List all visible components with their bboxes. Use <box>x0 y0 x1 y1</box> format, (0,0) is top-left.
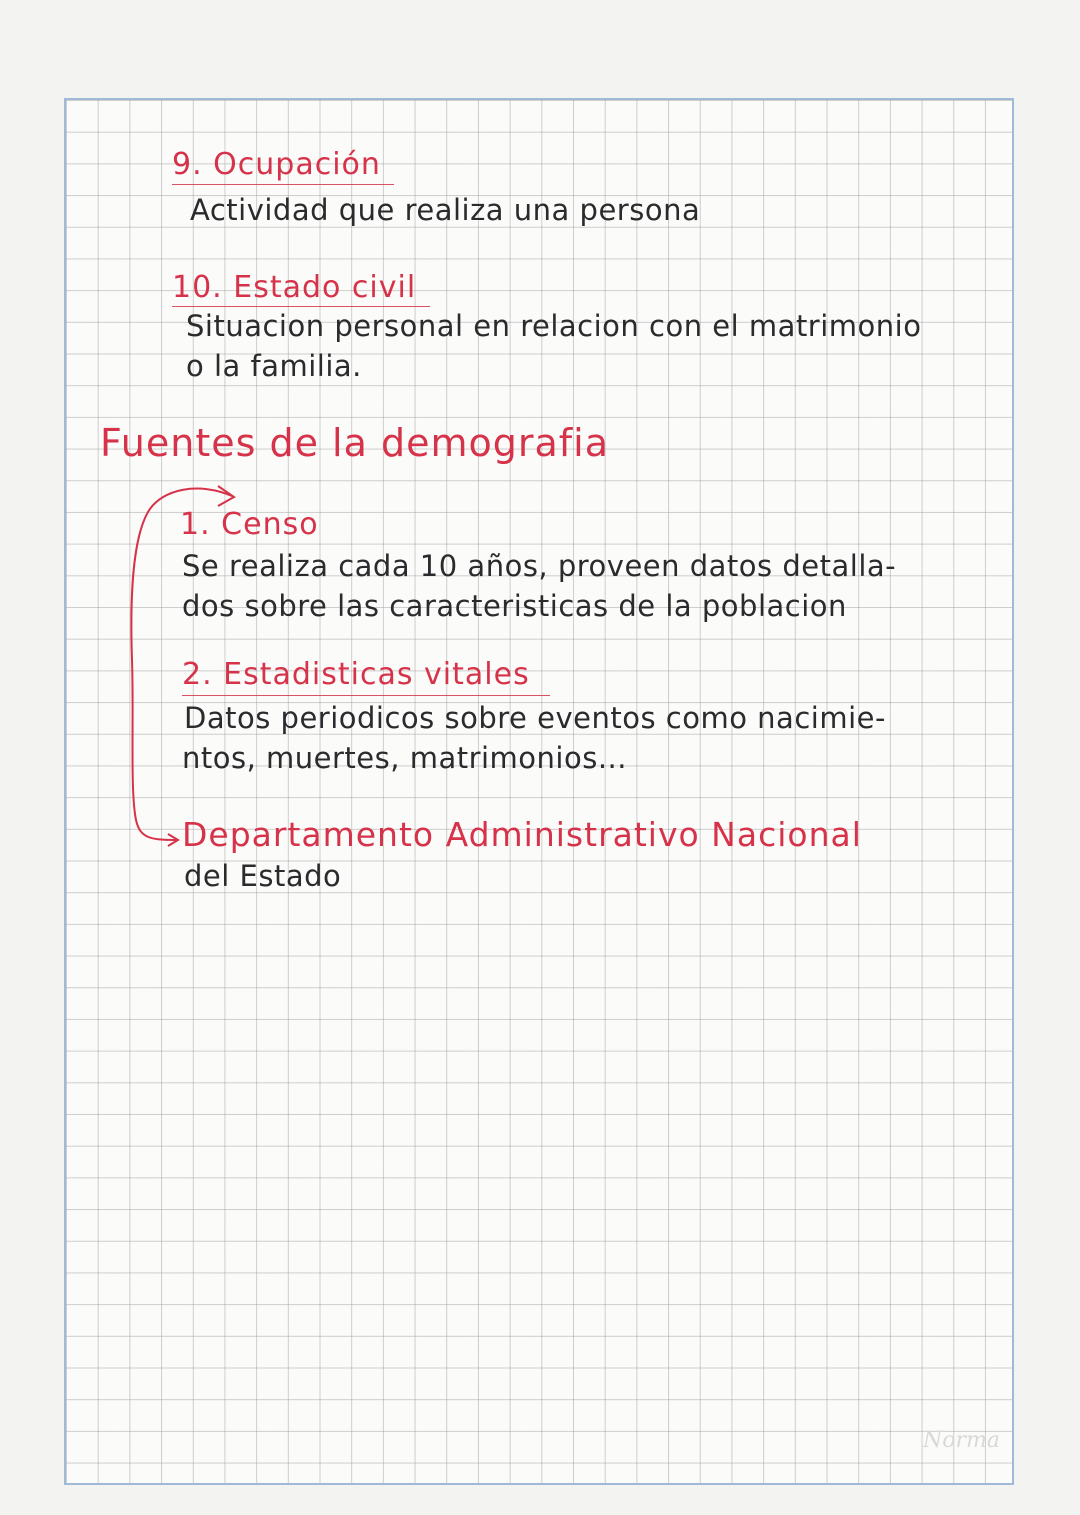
section-title: Fuentes de la demografia <box>100 421 610 465</box>
source-body-line: Datos periodicos sobre eventos como nacimie- <box>184 701 886 735</box>
source-heading-estadisticas: 2. Estadisticas vitales <box>182 657 530 692</box>
source-body-line: dos sobre las caracteristicas de la poblacion <box>182 589 847 623</box>
item-body-line: Actividad que realiza una persona <box>190 193 701 227</box>
source-body-line: ntos, muertes, matrimonios... <box>182 741 627 775</box>
notebook-brand-logo: Norma <box>923 1428 1000 1453</box>
item-heading-estado-civil: 10. Estado civil <box>172 270 417 305</box>
conclusion-line: Departamento Administrativo Nacional <box>182 815 862 854</box>
item-heading-ocupacion: 9. Ocupación <box>172 147 381 182</box>
source-heading-censo: 1. Censo <box>180 507 319 542</box>
heading-underline <box>182 695 550 696</box>
item-body-line: o la familia. <box>186 349 362 383</box>
item-body-line: Situacion personal en relacion con el matrimonio <box>186 309 922 343</box>
source-body-line: Se realiza cada 10 años, proveen datos detalla- <box>182 549 897 583</box>
conclusion-line: del Estado <box>184 859 342 893</box>
